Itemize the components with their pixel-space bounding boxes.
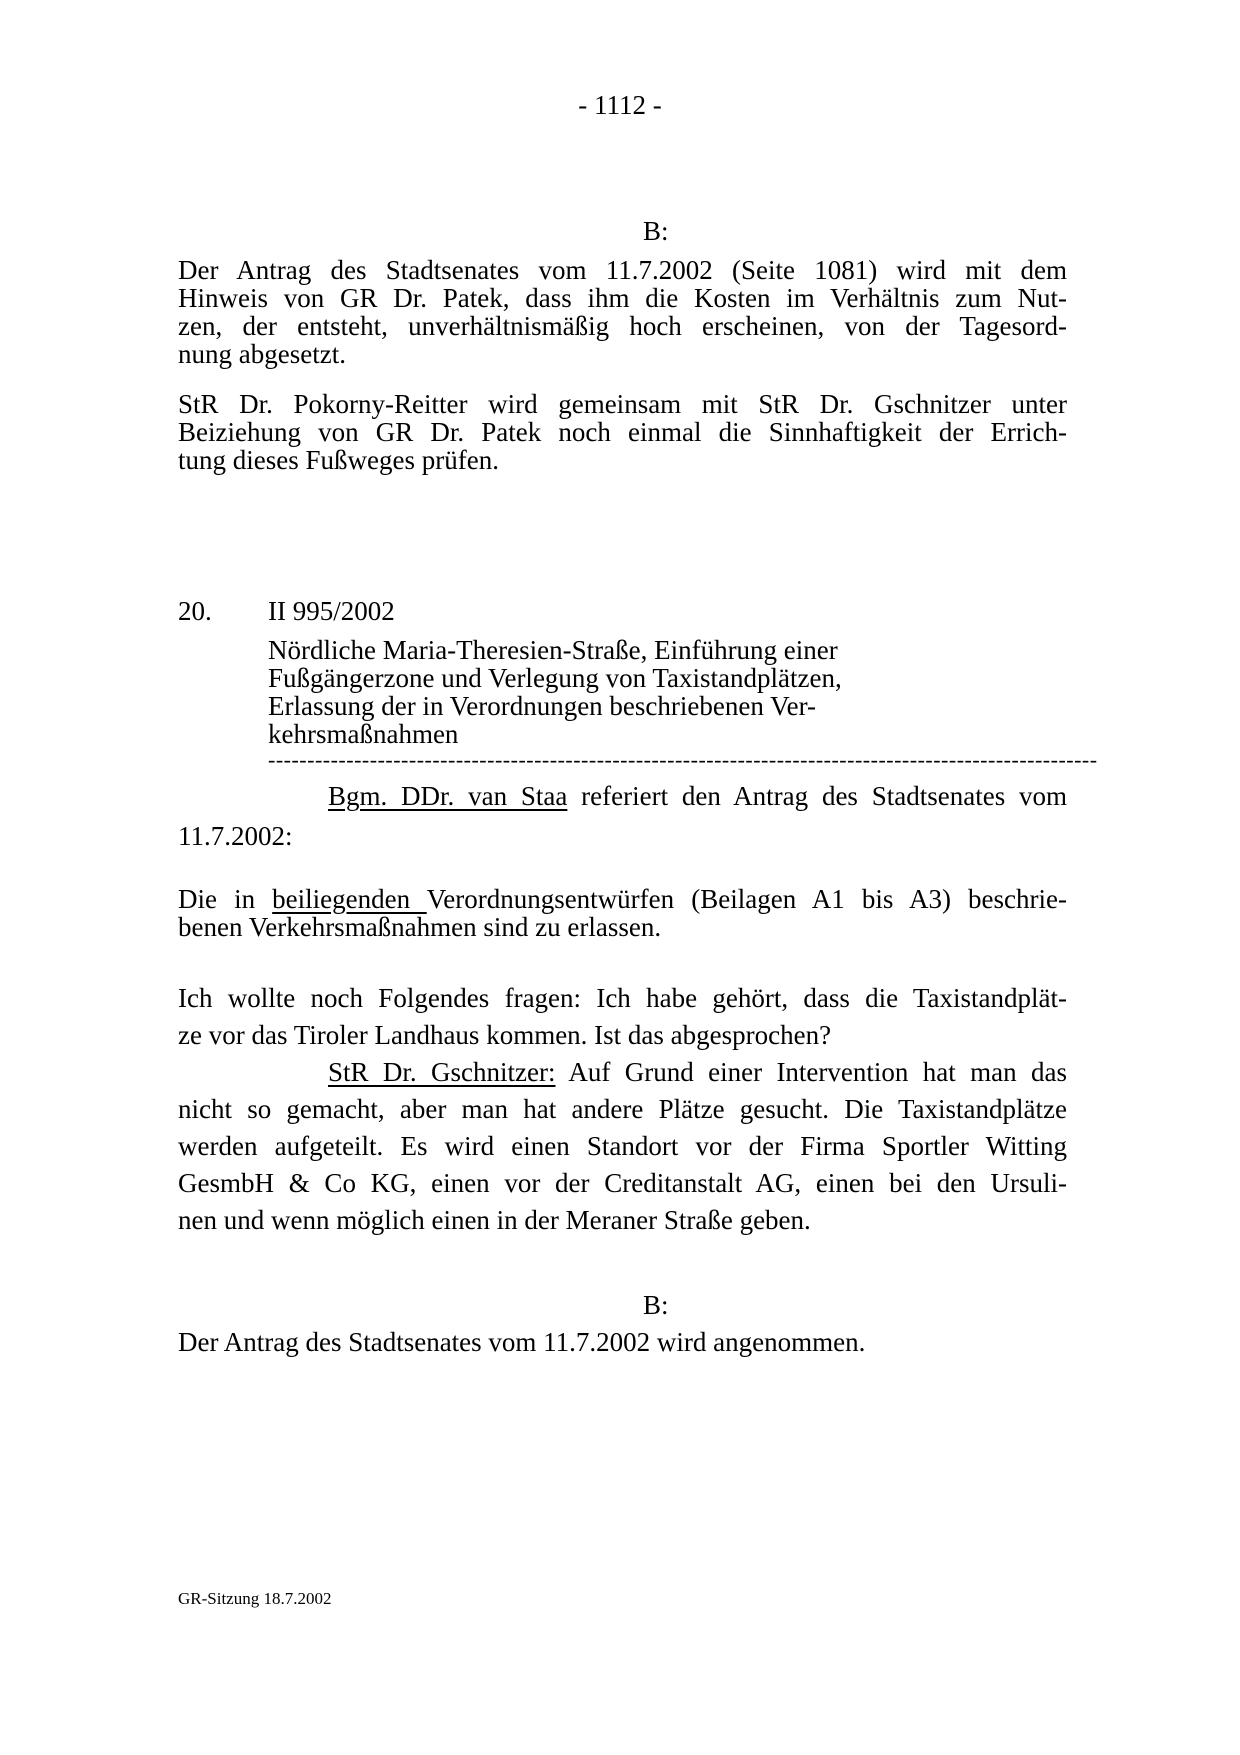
text-line: nicht so gemacht, aber man hat andere Plätze gesucht. Die Taxistandplätze <box>178 1094 1067 1124</box>
decision-heading-1: B: <box>643 216 669 246</box>
decision-text <box>178 1328 1067 1356</box>
text-line: benen Verkehrsmaßnahmen sind zu erlassen. <box>178 912 662 942</box>
text-line: Beiziehung von GR Dr. Patek noch einmal die Sinnhaftigkeit der Errich- <box>178 417 1067 447</box>
text-line: nen und wenn möglich einen in der Meraner Straße geben. <box>178 1205 811 1235</box>
page-number: - 1112 - <box>578 90 662 120</box>
answer-paragraph <box>178 1054 1067 1239</box>
question-paragraph <box>178 980 1067 1054</box>
text-line: StR Dr. Pokorny-Reitter wird gemeinsam mit StR Dr. Gschnitzer unter <box>178 389 1067 419</box>
decision-heading-2: B: <box>643 1290 669 1320</box>
dashed-separator: ---------------------------------------------------------------------------------------------------------- <box>268 747 1098 772</box>
referent-text: referiert den Antrag des Stadtsenates vom <box>567 781 1067 811</box>
text-line: GesmbH & Co KG, einen vor der Creditanstalt AG, einen bei den Ursuli- <box>178 1168 1067 1198</box>
text-line: Hinweis von GR Dr. Patek, dass ihm die Kosten im Verhältnis zum Nut- <box>178 283 1067 313</box>
decision-paragraph-2 <box>178 390 1067 474</box>
text-line: Der Antrag des Stadtsenates vom 11.7.2002 wird angenommen. <box>178 1327 866 1357</box>
text-line: Ich wollte noch Folgendes fragen: Ich habe gehört, dass die Taxistandplät- <box>178 983 1067 1013</box>
motion-underlined-word: beiliegenden <box>272 884 427 914</box>
referent-paragraph <box>178 776 1067 856</box>
motion-paragraph <box>178 885 1067 941</box>
text-line: nung abgesetzt. <box>178 339 346 369</box>
motion-prefix: Die in <box>178 884 273 914</box>
text-line: tung dieses Fußweges prüfen. <box>178 445 499 475</box>
text-line: werden aufgeteilt. Es wird einen Standort vor der Firma Sportler Witting <box>178 1131 1067 1161</box>
text-line: 11.7.2002: <box>178 821 293 851</box>
answer-line1-rest: Auf Grund einer Intervention hat man das <box>555 1057 1067 1087</box>
speaker-name: StR Dr. Gschnitzer: <box>328 1057 556 1087</box>
text-line: ze vor das Tiroler Landhaus kommen. Ist das abgesprochen? <box>178 1020 832 1050</box>
speaker-name: Bgm. DDr. van Staa <box>328 781 568 811</box>
decision-paragraph-1 <box>178 256 1067 368</box>
title-line: Erlassung der in Verordnungen beschriebenen Ver- <box>268 691 817 721</box>
agenda-item-title <box>268 636 842 748</box>
title-line: kehrsmaßnahmen <box>268 719 459 749</box>
motion-line1-rest: Verordnungsentwürfen (Beilagen A1 bis A3) beschrie- <box>426 884 1067 914</box>
title-line: Nördliche Maria-Theresien-Straße, Einführung einer <box>268 635 838 665</box>
agenda-item-number: 20. <box>178 596 212 626</box>
agenda-item-reference: II 995/2002 <box>268 596 395 626</box>
text-line: zen, der entsteht, unverhältnismäßig hoch erscheinen, von der Tagesord- <box>178 311 1067 341</box>
title-line: Fußgängerzone und Verlegung von Taxistandplätzen, <box>268 663 842 693</box>
page-footer: GR-Sitzung 18.7.2002 <box>178 1589 332 1608</box>
text-line: Der Antrag des Stadtsenates vom 11.7.2002 (Seite 1081) wird mit dem <box>178 255 1067 285</box>
